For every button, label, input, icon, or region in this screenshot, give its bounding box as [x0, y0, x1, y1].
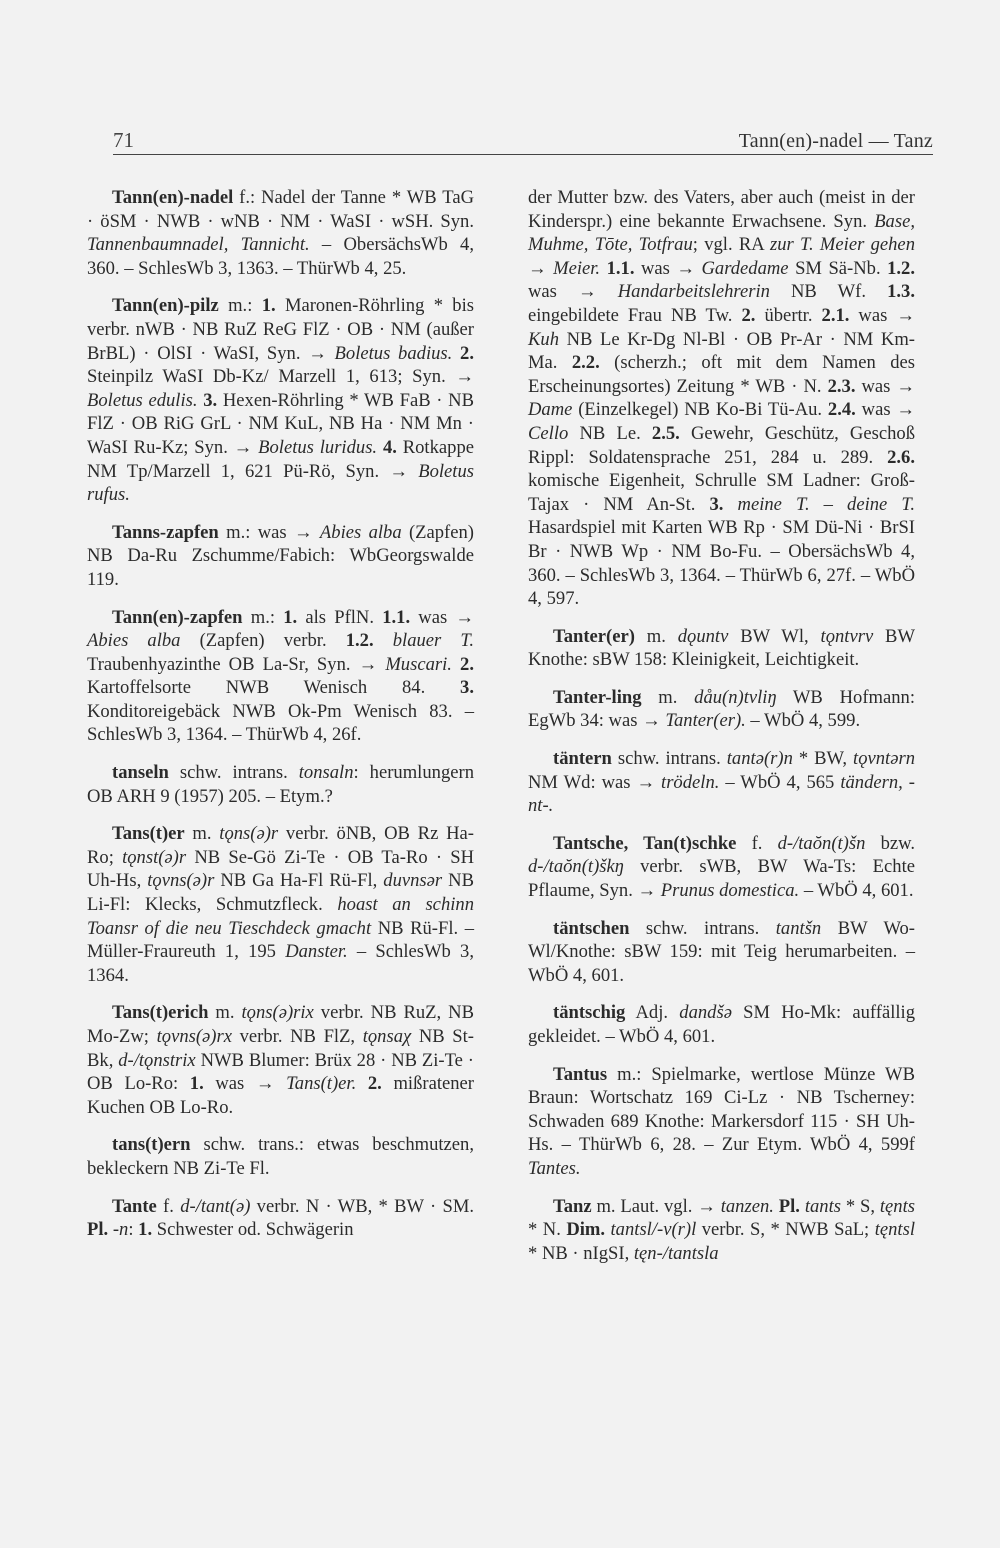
entry-italic-text: Tanter(er). [665, 710, 746, 732]
entry-italic-text: tändern, -nt-. [528, 771, 915, 817]
left-column [87, 186, 474, 1256]
entry-sense-number: 2.2. [571, 352, 600, 374]
entry-italic-text: d-/tant(ə) [180, 1195, 251, 1217]
entry-sense-number: 1. [261, 295, 276, 317]
entry-text: der Mutter bzw. des Vaters, aber auch (meist in der Kinderspr.) eine bekannte Erwachsene. Syn. [528, 187, 915, 232]
entry-headword: Tantsche, Tan(t)schke [553, 832, 737, 854]
entry-italic-text: Kuh [528, 328, 559, 350]
entry-text [452, 343, 460, 364]
entry-text: NB Ga Ha-Fl Rü-Fl, [214, 870, 384, 892]
entry-sense-number: 1. [138, 1219, 153, 1241]
entry-text [452, 654, 460, 675]
entry-italic-text: Boletus edulis. [87, 389, 198, 411]
entry-italic-text: tǫntvrv [820, 625, 874, 647]
entry-text: : herumlungern OB ARH 9 (1957) 205. – Etym.? [87, 762, 474, 807]
entry-text: schw. intrans. [168, 762, 299, 784]
entry-headword: Tann(en)-zapfen [112, 606, 243, 628]
entry-text [374, 630, 393, 651]
entry-text: : [128, 1219, 139, 1241]
entry-italic-text: d-/taŏn(t)škŋ [528, 856, 624, 878]
dictionary-entry [528, 917, 915, 988]
entry-italic-text: tantšn [775, 917, 822, 939]
entry-text: → [528, 257, 554, 279]
entry-italic-text: tęntsl [874, 1219, 915, 1241]
entry-text: m. Laut. vgl. → [591, 1195, 721, 1217]
dictionary-entry [87, 186, 474, 280]
entry-text: NB Le. [568, 422, 652, 444]
entry-sense-number: 1. [189, 1073, 204, 1095]
entry-italic-text: hoast an schinn Toansr of die neu Tieschdeck gmacht [87, 894, 474, 939]
entry-italic-text: Dame [528, 399, 573, 421]
entry-text: SM Sä-Nb. [788, 257, 888, 279]
entry-sense-number: 2.5. [651, 422, 680, 444]
entry-text: was → [203, 1073, 287, 1095]
entry-text: – WbÖ 4, 565 [719, 771, 841, 793]
entry-italic-text: dandšə [679, 1002, 732, 1024]
entry-text: Konditoreigebäck NWB Ok-Pm Wenisch 83. – SchlesWb 3, 1364. – ThürWb 4, 26f. [87, 700, 474, 746]
entry-italic-text: Gardedame [701, 257, 789, 279]
entry-text: m. [634, 625, 678, 647]
entry-text: * S, [841, 1195, 880, 1217]
entry-italic-text: zur T. Meier gehen [769, 234, 915, 256]
entry-text: verbr. NB FlZ, [231, 1026, 363, 1047]
entry-italic-text: tantə(r)n [726, 748, 793, 770]
entry-headword: tanseln [112, 762, 169, 784]
entry-italic-text: Abies alba [319, 521, 402, 543]
running-title: Tann(en)-nadel — Tanz [738, 130, 933, 152]
entry-text: was → [855, 375, 915, 397]
entry-text: f. [156, 1195, 181, 1217]
entry-text: verbr. öNB, OB Rz Ha-Ro; [87, 823, 474, 868]
right-column [528, 186, 915, 1279]
entry-text: (Einzelkegel) NB Ko-Bi Tü-Au. [572, 399, 828, 421]
entry-italic-text: Base, Muhme, Tōte, Totfrau [528, 210, 915, 256]
entry-text: Schwester od. Schwägerin [152, 1219, 354, 1241]
entry-text: Gewehr, Geschütz, Geschoß Rippl: Soldatensprache 251, 284 u. 289. [528, 422, 915, 468]
entry-sense-number: 2.4. [827, 399, 856, 421]
page-header [113, 128, 933, 153]
entry-italic-text: tęn-/tantsla [633, 1242, 719, 1264]
entry-headword: Tanns-zapfen [112, 521, 219, 543]
entry-text: Hasardspiel mit Karten WB Rp · SM Dü-Ni · BrSI Br · NWB Wp · NM Bo-Fu. – ObersächsWb 4, 360. – SchlesWb 3, 1364. – ThürWb 6, 27f. – WbÖ 4, 597. [528, 517, 915, 610]
page-number: 71 [113, 128, 134, 152]
entry-sense-number: 4. [382, 436, 397, 458]
entry-italic-text: Tans(t)er. [286, 1073, 357, 1095]
entry-text: verbr. N · WB, * BW · SM. [250, 1195, 474, 1217]
dictionary-entry [87, 1001, 474, 1119]
entry-text: m. [208, 1002, 242, 1024]
dictionary-entry [87, 761, 474, 808]
entry-italic-text: Cello [528, 422, 569, 444]
entry-sense-number: 1.2. [345, 630, 374, 652]
entry-italic-text: tǫns(ə)rix [241, 1002, 314, 1024]
entry-text: Adj. [625, 1002, 680, 1024]
entry-text: * NB · nIgSI, [528, 1242, 634, 1264]
entry-headword: tans(t)ern [112, 1134, 191, 1156]
entry-text: schw. intrans. [629, 917, 776, 939]
entry-sense-number: 1. [283, 606, 298, 628]
entry-italic-text: d-/taŏn(t)šn [777, 832, 866, 854]
entry-italic-text: Muscari. [385, 653, 452, 675]
entry-italic-text: trödeln. [661, 771, 720, 793]
entry-text: Maronen-Röhrling * bis verbr. nWB · NB RuZ ReG FlZ · OB · NM (außer BrBL) · OlSI · WaSI, Syn. → [87, 295, 474, 364]
entry-text: BW Knothe: sBW 158: Kleinigkeit, Leichtigkeit. [528, 625, 915, 671]
entry-italic-text: dǫuntv [677, 625, 729, 647]
dictionary-entry [87, 294, 474, 506]
dictionary-entry [528, 747, 915, 818]
entry-text: mißratener Kuchen OB Lo-Ro. [87, 1073, 474, 1118]
entry-text: schw. intrans. [611, 748, 727, 770]
dictionary-entry [87, 1133, 474, 1180]
entry-text: Steinpilz WaSI Db-Kz/ Marzell 1, 613; Syn. → [87, 366, 474, 388]
entry-text: Hexen-Röhrling * WB FaB · NB FlZ · OB RiG GrL · NM KuL, NB Ha · NM Mn · WaSI Ru-Kz; Syn. → [87, 389, 474, 458]
entry-text: – WbÖ 4, 599. [745, 710, 861, 732]
entry-italic-text: Boletus rufus. [87, 460, 474, 506]
entry-text: (scherzh.; oft mit dem Namen des Erscheinungsortes) Zeitung * WB · N. [528, 352, 915, 397]
entry-italic-text: tanzen. [720, 1195, 774, 1217]
entry-italic-text: blauer T. [392, 630, 475, 652]
entry-text: was → [528, 281, 618, 303]
entry-text: NB Le Kr-Dg Nl-Bl · OB Pr-Ar · NM Km-Ma. [528, 328, 915, 374]
entry-text: m. [184, 823, 220, 845]
entry-text: komische Eigenheit, Schrulle SM Ladner: Groß-Tajax · NM An-St. [528, 470, 915, 515]
entry-text: verbr. NB RuZ, NB Mo-Zw; [87, 1002, 474, 1047]
entry-text: was → [410, 606, 475, 628]
dictionary-entry [528, 1001, 915, 1048]
entry-text: f. [736, 832, 778, 854]
entry-headword: Tanter-ling [553, 686, 642, 708]
entry-text: schw. trans.: etwas beschmutzen, bekleckern NB Zi-Te Fl. [87, 1134, 474, 1179]
entry-text: Traubenhyazinthe OB La-Sr, Syn. → [87, 653, 386, 675]
entry-italic-text: Tantes. [528, 1157, 581, 1179]
entry-sense-number: 1.1. [606, 257, 635, 279]
entry-sense-number: 2.6. [887, 446, 915, 468]
entry-headword: Tann(en)-pilz [112, 295, 219, 317]
entry-text: NB Se-Gö Zi-Te · OB Ta-Ro · SH Uh-Hs, [87, 846, 475, 892]
entry-italic-text: -n [112, 1219, 129, 1241]
entry-italic-text: dåu(n)tvliŋ [694, 686, 777, 708]
entry-italic-text: tǫvns(ə)rx [156, 1026, 232, 1047]
entry-italic-text: Handarbeitslehrerin [617, 281, 770, 303]
entry-sense-number: 2. [460, 342, 474, 364]
entry-sense-number: 2. [741, 304, 756, 326]
entry-italic-text: tants [804, 1195, 841, 1217]
entry-headword: Tanz [553, 1195, 592, 1217]
entry-text: SM Ho-Mk: auffällig gekleidet. – WbÖ 4, 601. [528, 1002, 915, 1047]
entry-italic-text: tantsl/-v(r)l [610, 1219, 697, 1241]
entry-headword: Tante [112, 1195, 157, 1217]
entry-headword: Tans(t)erich [112, 1002, 209, 1024]
entry-italic-text: Abies alba [87, 630, 181, 652]
entry-text: NM Wd: was → [528, 771, 662, 793]
entry-text: m.: Spielmarke, wertlose Münze WB Braun: Wortschatz 169 Ci-Lz · NB Tscherney: Schwaden 689 Knothe: Markersdorf 115 · SH Uh-Hs. – ThürWb 6, 28. – Zur Etym. WbÖ 4, 599f [528, 1063, 915, 1156]
entry-text: (Zapfen) verbr. [180, 630, 346, 652]
entry-sense-number: Pl. [87, 1219, 109, 1241]
entry-italic-text: Tannenbaumnadel, Tannicht. [87, 234, 310, 256]
entry-text: Kartoffelsorte NWB Wenisch 84. [87, 677, 461, 699]
entry-italic-text: meine T. – deine T. [737, 493, 915, 515]
entry-text: – ObersächsWb 4, 360. – SchlesWb 3, 1363. – ThürWb 4, 25. [87, 234, 474, 279]
entry-text: BW Wo-Wl/Knothe: sBW 159: mit Teig herumarbeiten. – WbÖ 4, 601. [528, 917, 915, 986]
entry-text: WB Hofmann: EgWb 34: was → [528, 686, 915, 732]
entry-text: NB Rü-Fl. – Müller-Fraureuth 1, 195 [87, 917, 474, 963]
entry-text: eingebildete Frau NB Tw. [528, 304, 742, 326]
entry-text: als PflN. [297, 606, 383, 628]
entry-italic-text: Meier. [553, 257, 601, 279]
entry-sense-number: 1.2. [887, 257, 915, 279]
entry-text: ; vgl. RA [692, 234, 770, 256]
entry-text: was → [849, 304, 915, 326]
entry-text: bzw. [865, 832, 915, 854]
entry-sense-number: Dim. [566, 1219, 606, 1241]
entry-sense-number: 1.1. [382, 606, 411, 628]
entry-italic-text: tǫnsaχ [362, 1026, 412, 1047]
entry-sense-number: 3. [709, 493, 724, 515]
entry-headword: täntern [553, 748, 612, 770]
entry-text: Rotkappe NM Tp/Marzell 1, 621 Pü-Rö, Syn. → [87, 436, 474, 482]
entry-italic-text: Prunus domestica. [660, 880, 800, 902]
entry-sense-number: 3. [203, 389, 218, 411]
entry-italic-text: tǫvntərn [853, 748, 916, 770]
entry-text: übertr. [755, 304, 822, 326]
entry-italic-text: tonsaln [298, 762, 354, 784]
entry-sense-number: 2. [460, 653, 474, 675]
entry-text [723, 494, 737, 515]
entry-sense-number: 2. [367, 1073, 382, 1095]
entry-text [356, 1073, 368, 1094]
entry-text: verbr. sWB, BW Wa-Ts: Echte Pflaume, Syn. → [528, 856, 915, 902]
entry-text: m. [641, 686, 695, 708]
entry-text: m.: [218, 295, 262, 317]
dictionary-entry [87, 521, 474, 592]
entry-headword: Tanter(er) [553, 625, 635, 647]
entry-headword: täntschen [553, 917, 630, 939]
entry-text: was → [855, 399, 915, 421]
entry-text: – SchlesWb 3, 1364. [87, 941, 474, 986]
entry-italic-text: tǫvns(ə)r [147, 870, 215, 892]
entry-sense-number: Pl. [778, 1195, 800, 1217]
entry-headword: Tann(en)-nadel [112, 187, 234, 208]
entry-italic-text: Boletus badius. [334, 342, 453, 364]
entry-italic-text: duvnsər [383, 870, 443, 892]
dictionary-entry [528, 1195, 915, 1266]
dictionary-entry [87, 1195, 474, 1242]
entry-italic-text: Danster. [285, 941, 348, 963]
entry-text: m.: was → [218, 521, 320, 543]
entry-headword: Tantus [553, 1063, 608, 1085]
entry-text: NB Li-Fl: Klecks, Schmutzfleck. [87, 870, 474, 916]
entry-headword: täntschig [553, 1002, 626, 1024]
dictionary-entry [528, 1063, 915, 1181]
entry-text: NB Wf. [769, 281, 888, 303]
entry-text: was → [634, 257, 702, 279]
dictionary-entry [528, 625, 915, 672]
entry-italic-text: tǫns(ə)r [219, 823, 279, 845]
entry-text: NB St-Bk, [87, 1026, 474, 1071]
entry-sense-number: 2.3. [827, 375, 856, 397]
entry-italic-text: Boletus luridus. [258, 436, 378, 458]
dictionary-entry [87, 822, 474, 987]
entry-text: verbr. S, * NWB SaL; [696, 1219, 875, 1241]
entry-sense-number: 2.1. [821, 304, 850, 326]
dictionary-entry [528, 832, 915, 903]
dictionary-entry [87, 606, 474, 748]
entry-italic-text: tǫnst(ə)r [122, 846, 187, 868]
entry-text: (Zapfen) NB Da-Ru Zschumme/Fabich: WbGeorgswalde 119. [87, 521, 474, 590]
entry-italic-text: tęnts [879, 1195, 915, 1217]
entry-sense-number: 3. [460, 677, 474, 699]
entry-text: * BW, [792, 748, 854, 770]
entry-headword: Tans(t)er [112, 823, 185, 845]
entry-text: m.: [242, 606, 284, 628]
entry-text: – WbÖ 4, 601. [799, 880, 914, 902]
entry-text: f.: Nadel der Tanne * WB TaG · öSM · NWB · wNB · NM · WaSI · wSH. Syn. [87, 187, 474, 232]
entry-sense-number: 1.3. [887, 281, 915, 303]
entry-text: BW Wl, [728, 625, 821, 647]
header-rule [113, 154, 933, 155]
entry-text: NWB Blumer: Brüx 28 · NB Zi-Te · OB Lo-Ro: [87, 1049, 474, 1095]
entry-italic-text: d-/tǫnstrix [118, 1049, 196, 1071]
entry-text: * N. [528, 1219, 567, 1241]
dictionary-entry [528, 686, 915, 733]
dictionary-entry [528, 186, 915, 611]
